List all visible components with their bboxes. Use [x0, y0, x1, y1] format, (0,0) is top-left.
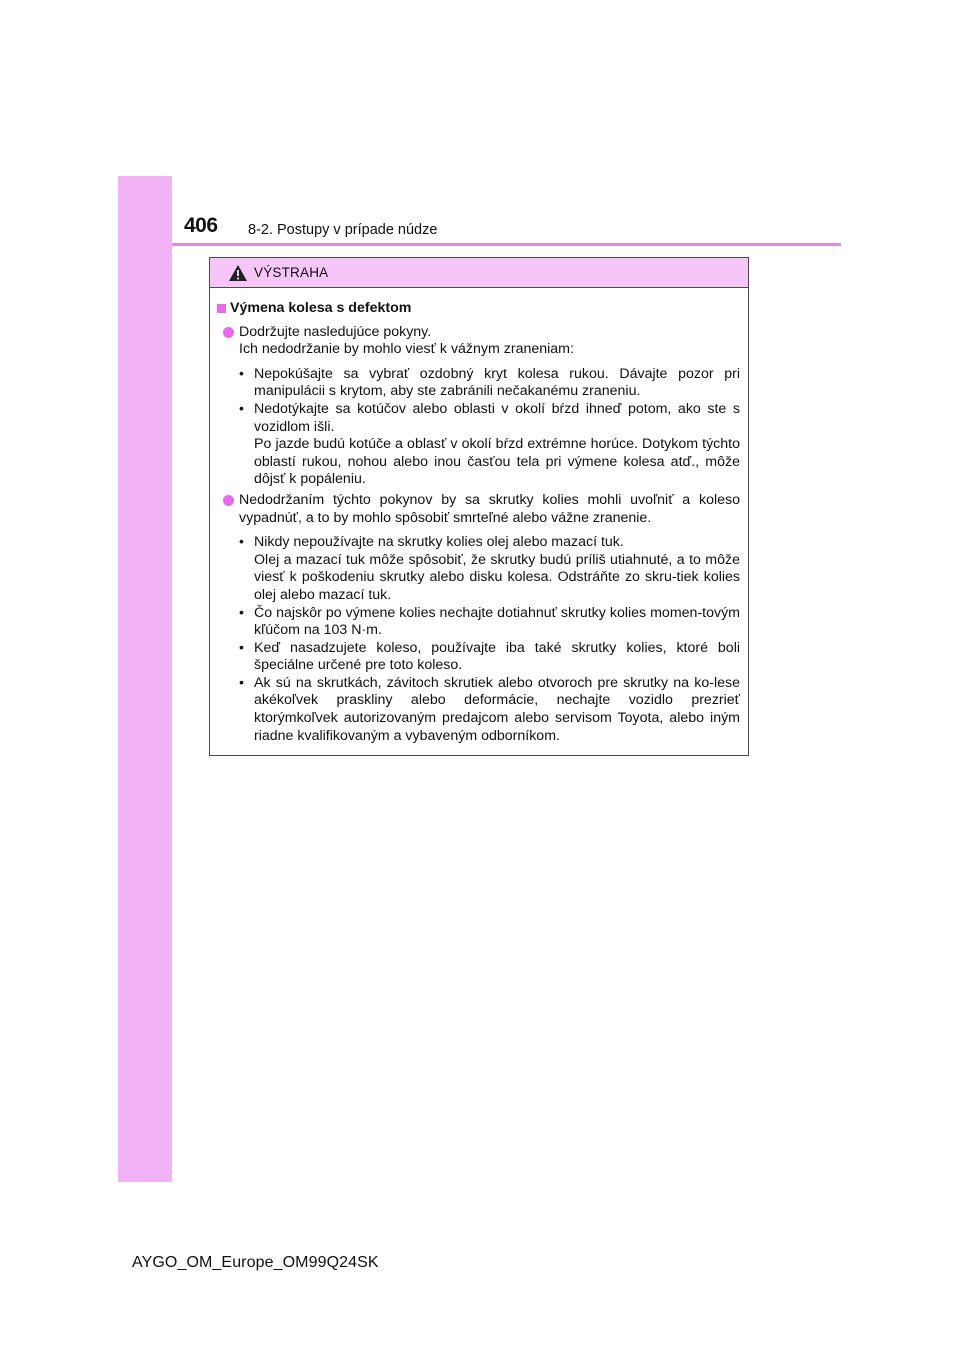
section-heading-text: Výmena kolesa s defektom — [230, 300, 412, 316]
list-item-text: Nikdy nepoužívajte na skrutky kolies olej alebo mazací tuk. — [254, 534, 624, 551]
dot-bullet-icon: • — [239, 604, 244, 621]
warning-body — [210, 288, 748, 745]
list-item — [239, 605, 740, 640]
warning-item — [216, 324, 740, 359]
item-intro-line: Dodržujte nasledujúce pokyny. — [239, 323, 432, 340]
warning-header — [210, 258, 748, 288]
section-heading — [216, 300, 740, 318]
dot-bullet-icon: • — [239, 639, 244, 656]
header-rule — [172, 243, 841, 246]
section-title: 8-2. Postupy v prípade núdze — [248, 222, 438, 238]
list-item-text: Ak sú na skrutkách, závitoch skrutiek alebo otvoroch pre skrutky na ko-lese akékoľvek praskliny alebo deformácie, nechajte vozidlo prezrieť ktorýmkoľvek autorizovaným predajcom alebo servisom Toyota, alebo iným riadne kvalifikovaným a vybaveným odborníkom. — [254, 674, 740, 744]
dot-bullet-icon: • — [239, 365, 244, 382]
circle-bullet-icon — [223, 495, 234, 506]
warning-label: VÝSTRAHA — [254, 265, 329, 280]
dot-bullet-icon: • — [239, 400, 244, 417]
list-item-text: Nedotýkajte sa kotúčov alebo oblasti v okolí bŕzd ihneď potom, ako ste s vozidlom išli. — [254, 400, 740, 435]
side-band — [118, 176, 172, 1182]
list-item — [239, 675, 740, 745]
item-intro-line: Ich nedodržanie by mohlo viesť k vážnym zraneniam: — [239, 341, 574, 358]
list-item — [239, 640, 740, 675]
list-item-text: Olej a mazací tuk môže spôsobiť, že skrutky budú príliš utiahnuté, a to môže viesť k poškodeniu skrutky alebo disku kolesa. Odstráňte zo skru-tiek kolies olej alebo mazací tuk. — [254, 551, 740, 603]
item-intro-line: Nedodržaním týchto pokynov by sa skrutky kolies mohli uvoľniť a koleso vypadnúť, a to by mohlo spôsobiť smrteľné alebo vážne zranenie. — [239, 491, 740, 526]
list-item — [239, 401, 740, 489]
bullet-list — [216, 366, 740, 489]
square-bullet-icon — [217, 304, 226, 313]
document-id: AYGO_OM_Europe_OM99Q24SK — [132, 1254, 379, 1271]
warning-box — [209, 257, 749, 756]
dot-bullet-icon: • — [239, 534, 244, 551]
page-number: 406 — [184, 214, 218, 237]
bullet-list — [216, 534, 740, 745]
warning-triangle-icon — [228, 264, 248, 282]
list-item-text: Keď nasadzujete koleso, používajte iba také skrutky kolies, ktoré boli špeciálne určené pre toto koleso. — [254, 639, 740, 674]
list-item-text: Nepokúšajte sa vybrať ozdobný kryt kolesa rukou. Dávajte pozor pri manipulácii s krytom, aby ste zabránili nečakanému zraneniu. — [254, 365, 740, 400]
list-item-text: Po jazde budú kotúče a oblasť v okolí bŕzd extrémne horúce. Dotykom týchto oblastí rukou, nohou alebo inou časťou tela pri výmene kolesa atď., môže dôjsť k popáleniu. — [254, 436, 740, 488]
list-item — [239, 534, 740, 604]
dot-bullet-icon: • — [239, 674, 244, 691]
warning-item — [216, 492, 740, 527]
list-item — [239, 366, 740, 401]
list-item-text: Čo najskôr po výmene kolies nechajte dotiahnuť skrutky kolies momen-tovým kľúčom na 103 N·m. — [254, 604, 740, 639]
circle-bullet-icon — [223, 327, 234, 338]
